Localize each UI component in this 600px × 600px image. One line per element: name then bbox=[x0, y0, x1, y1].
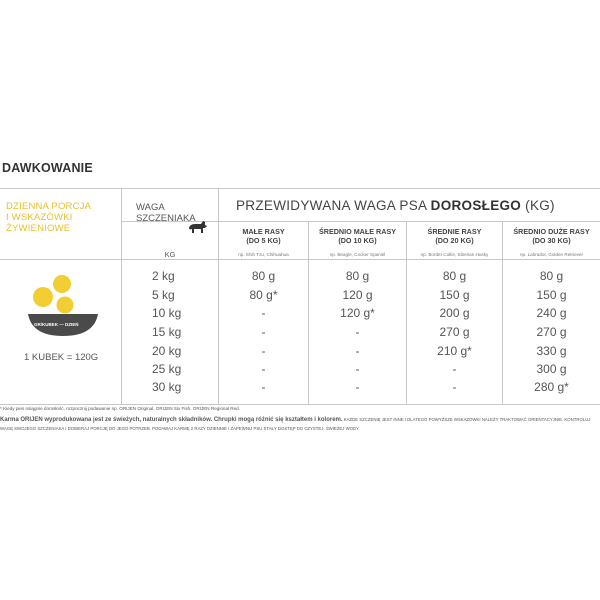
puppy-weight-cell: 20 kg bbox=[152, 344, 182, 358]
feeding-note: Karma ORIJEN wyprodukowana jest ze świeżych, naturalnych składników. Chrupki mogą różnić się kształtem i kolorem. KAŻDE SZCZENIĘ JEST INNE I DLATEGO POWYŻSZE WSKAZÓWKI NALEŻY TRAKTOWAĆ ORIENTACYJNIE. KONTROLUJ WAGĘ SWOJEGO SZCZENIAKA I DOBIERAJ PORCJĘ DO JEGO POTRZEB. PODAWAJ KARMĘ 2 RAZY DZIENNIE I ZAPEWNIJ PSU STAŁY DOSTĘP DO CZYSTEJ, ŚWIEŻEJ WODY. bbox=[0, 417, 591, 431]
kg-label: KG bbox=[164, 250, 176, 259]
portion-cell: 120 g* bbox=[340, 306, 375, 320]
portion-cell: 80 g* bbox=[249, 288, 278, 302]
portion-cell: - bbox=[261, 362, 266, 376]
portion-cell: 300 g bbox=[536, 362, 567, 376]
adult-weight-header: PRZEWIDYWANA WAGA PSA DOROSŁEGO (KG) bbox=[236, 198, 555, 213]
puppy-weight-cell: 25 kg bbox=[152, 362, 182, 376]
col-header-medium-large: ŚREDNIO DUŻE RASY (DO 30 KG) bbox=[513, 227, 590, 245]
portion-cell: 330 g bbox=[536, 344, 567, 358]
puppy-weight-cell: 15 kg bbox=[152, 325, 182, 339]
portion-cell: 80 g bbox=[539, 269, 564, 283]
portion-cell: - bbox=[261, 344, 266, 358]
portion-cell: - bbox=[452, 362, 457, 376]
table-top-border bbox=[0, 188, 600, 189]
portion-cell: 80 g bbox=[442, 269, 467, 283]
portion-cell: 210 g* bbox=[437, 344, 472, 358]
portion-cell: 120 g bbox=[342, 288, 373, 302]
bowl-label: GR/KUBEK — DZIEŃ bbox=[34, 322, 79, 327]
section-title: DAWKOWANIE bbox=[2, 161, 93, 175]
daily-portion-label: DZIENNA PORCJA I WSKAZÓWKI ŻYWIENIOWE bbox=[6, 201, 92, 234]
portion-cell: - bbox=[261, 325, 266, 339]
portion-cell: - bbox=[355, 325, 360, 339]
puppy-weight-cell: 10 kg bbox=[152, 306, 182, 320]
col-divider-left bbox=[121, 188, 122, 404]
portion-cell: - bbox=[261, 306, 266, 320]
portion-cell: - bbox=[261, 380, 266, 394]
puppy-weight-cell: 2 kg bbox=[152, 269, 175, 283]
col-examples-medium: np. Border Collie, Siberian Husky bbox=[420, 252, 489, 257]
col-examples-medium-small: np. Beagle, Cocker Spaniel bbox=[329, 252, 386, 257]
food-bowl-icon bbox=[20, 270, 100, 340]
col-header-medium-small: ŚREDNIO MAŁE RASY (DO 10 KG) bbox=[318, 227, 397, 245]
portion-cell: 270 g bbox=[536, 325, 567, 339]
puppy-weight-cell: 30 kg bbox=[152, 380, 182, 394]
puppy-weight-cell: 5 kg bbox=[152, 288, 175, 302]
footnote: * Kiedy pies osiągnie dorosłość, rozpocznij podawanie np. ORIJEN Original, ORIJEN Six Fish, ORIJEN Regional Red. bbox=[0, 406, 241, 411]
portion-cell: 270 g bbox=[439, 325, 470, 339]
portion-cell: 200 g bbox=[439, 306, 470, 320]
portion-cell: 280 g* bbox=[534, 380, 569, 394]
puppy-dog-icon bbox=[186, 219, 208, 235]
col-header-medium: ŚREDNIE RASY (DO 20 KG) bbox=[427, 227, 482, 245]
portion-cell: 80 g bbox=[251, 269, 276, 283]
subheader-divider bbox=[0, 259, 600, 260]
portion-cell: 80 g bbox=[345, 269, 370, 283]
cup-label: 1 KUBEK = 120G bbox=[24, 352, 99, 363]
table-bottom-border bbox=[0, 404, 600, 405]
col-examples-small: np. Shih Tzu, Chihuahua bbox=[238, 252, 289, 257]
portion-cell: - bbox=[355, 362, 360, 376]
portion-cell: - bbox=[355, 380, 360, 394]
portion-cell: 150 g bbox=[536, 288, 567, 302]
portion-cell: 240 g bbox=[536, 306, 567, 320]
portion-cell: 150 g bbox=[439, 288, 470, 302]
col-examples-medium-large: np. Labrador, Golden Retriever bbox=[519, 252, 584, 257]
portion-cell: - bbox=[355, 344, 360, 358]
puppy-weight-label: WAGA SZCZENIAKA bbox=[136, 202, 196, 224]
col-header-small: MAŁE RASY (DO 5 KG) bbox=[242, 227, 285, 245]
portion-cell: - bbox=[452, 380, 457, 394]
